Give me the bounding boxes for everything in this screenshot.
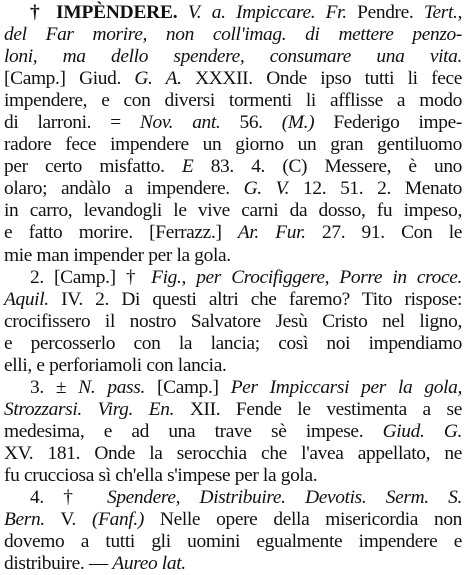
- entry-line: [4, 156, 462, 178]
- entry-text: mie man impender per la gola.: [4, 244, 231, 266]
- italic-text: loni, ma dello spendere, consumare una vita.: [4, 46, 462, 68]
- entry-line: [4, 46, 462, 68]
- entry-line: [4, 355, 462, 377]
- italic-text: G. V.: [243, 178, 290, 200]
- entry-line: [4, 200, 462, 222]
- italic-text: (Fanf.): [92, 509, 144, 531]
- entry-text: V.: [44, 509, 93, 531]
- italic-text: Per Impiccarsi per la gola,: [230, 376, 462, 398]
- italic-text: (M.): [281, 112, 315, 134]
- italic-text: del Far morire, non coll'imag. di mettere penzo-: [4, 24, 462, 46]
- entry-text: 27. 91. Con le: [305, 222, 462, 244]
- italic-text: Aquil.: [4, 288, 49, 310]
- entry-text: Nelle opere della misericordia non: [143, 509, 463, 531]
- entry-line: [4, 487, 462, 509]
- italic-text: Nov. ant.: [139, 112, 221, 134]
- entry-text: 83. 4. (C) Messere, è uno: [193, 156, 463, 178]
- dictionary-entry: [4, 2, 462, 575]
- entry-line: [4, 421, 462, 443]
- entry-text: [Camp.]: [144, 376, 231, 398]
- entry-text: olaro; andàlo a impendere.: [4, 178, 244, 200]
- entry-text: di larroni. =: [4, 112, 140, 134]
- entry-text: per certo misfatto.: [4, 156, 182, 178]
- entry-text: fu crucciosa sì ch'ella s'impese per la gola.: [4, 464, 318, 486]
- entry-line: [4, 509, 462, 531]
- entry-text: in carro, levandogli le vive carni da dosso, fu impeso,: [4, 200, 462, 222]
- entry-text: 4. †: [30, 487, 107, 509]
- italic-text: V. a. Impiccare. Fr.: [187, 2, 347, 23]
- entry-line: [4, 531, 462, 553]
- entry-line: [4, 245, 462, 267]
- entry-text: medesima, e ad una trave sè impese.: [4, 420, 383, 442]
- headword: † IMPÈNDERE.: [30, 2, 178, 23]
- italic-text: Giud. G.: [382, 420, 462, 442]
- entry-text: crocifissero il nostro Salvatore Jesù Cristo nel ligno,: [4, 310, 462, 332]
- entry-text: IV. 2. Di questi altri che faremo? Tito rispose:: [48, 288, 462, 310]
- entry-line: [4, 68, 462, 90]
- entry-text: XV. 181. Onde la serocchia che l'avea appellato, ne: [4, 442, 462, 464]
- entry-line: [4, 289, 462, 311]
- italic-text: G. A.: [134, 68, 182, 90]
- entry-text: elli, e perforiamoli con lancia.: [4, 354, 227, 376]
- entry-line: [4, 399, 462, 421]
- entry-line: [4, 112, 462, 134]
- entry-line: [4, 222, 462, 244]
- entry-text: impendere, e con diversi tormenti li afflisse a modo: [4, 90, 462, 112]
- italic-text: N. pass.: [78, 376, 145, 398]
- italic-text: Aureo lat.: [112, 553, 186, 575]
- entry-text: e fatto morire. [Ferrazz.]: [4, 222, 238, 244]
- entry-text: Pendre.: [346, 2, 424, 23]
- entry-text: distribuire. —: [4, 553, 113, 575]
- entry-text: radore fece impendere un giorno un gran gentiluomo: [4, 134, 462, 156]
- entry-text: dovemo a tutti gli uomini egualmente impendere e: [4, 531, 462, 553]
- entry-line: [4, 311, 462, 333]
- entry-text: 12. 51. 2. Menato: [289, 178, 462, 200]
- entry-text: [177, 2, 187, 23]
- entry-line: [4, 377, 462, 399]
- entry-line: [4, 443, 462, 465]
- entry-text: [Camp.] Giud.: [4, 68, 135, 90]
- entry-text: 2. [Camp.] †: [30, 266, 152, 288]
- entry-line: [4, 2, 462, 24]
- entry-line: [4, 267, 462, 289]
- entry-line: [4, 465, 462, 487]
- entry-line: [4, 178, 462, 200]
- entry-text: XXXII. Onde ipso tutti li fece: [181, 68, 462, 90]
- italic-text: Fig., per Crocifiggere, Porre in croce.: [151, 266, 462, 288]
- italic-text: Tert.,: [423, 2, 462, 23]
- entry-line: [4, 134, 462, 156]
- italic-text: Bern.: [4, 509, 45, 531]
- entry-text: XII. Fende le vestimenta a se: [174, 398, 462, 420]
- italic-text: E: [181, 156, 194, 178]
- italic-text: Strozzarsi. Virg. En.: [4, 398, 175, 420]
- entry-text: e percosserlo con la lancia; così noi impendiamo: [4, 332, 462, 354]
- entry-line: [4, 24, 462, 46]
- entry-line: [4, 333, 462, 355]
- italic-text: Spendere, Distribuire. Devotis. Serm. S.: [106, 487, 463, 509]
- entry-text: Federigo impe-: [314, 112, 462, 134]
- entry-text: 56.: [220, 112, 282, 134]
- entry-line: [4, 553, 462, 575]
- entry-line: [4, 90, 462, 112]
- italic-text: Ar. Fur.: [237, 222, 306, 244]
- entry-text: 3. ±: [30, 376, 79, 398]
